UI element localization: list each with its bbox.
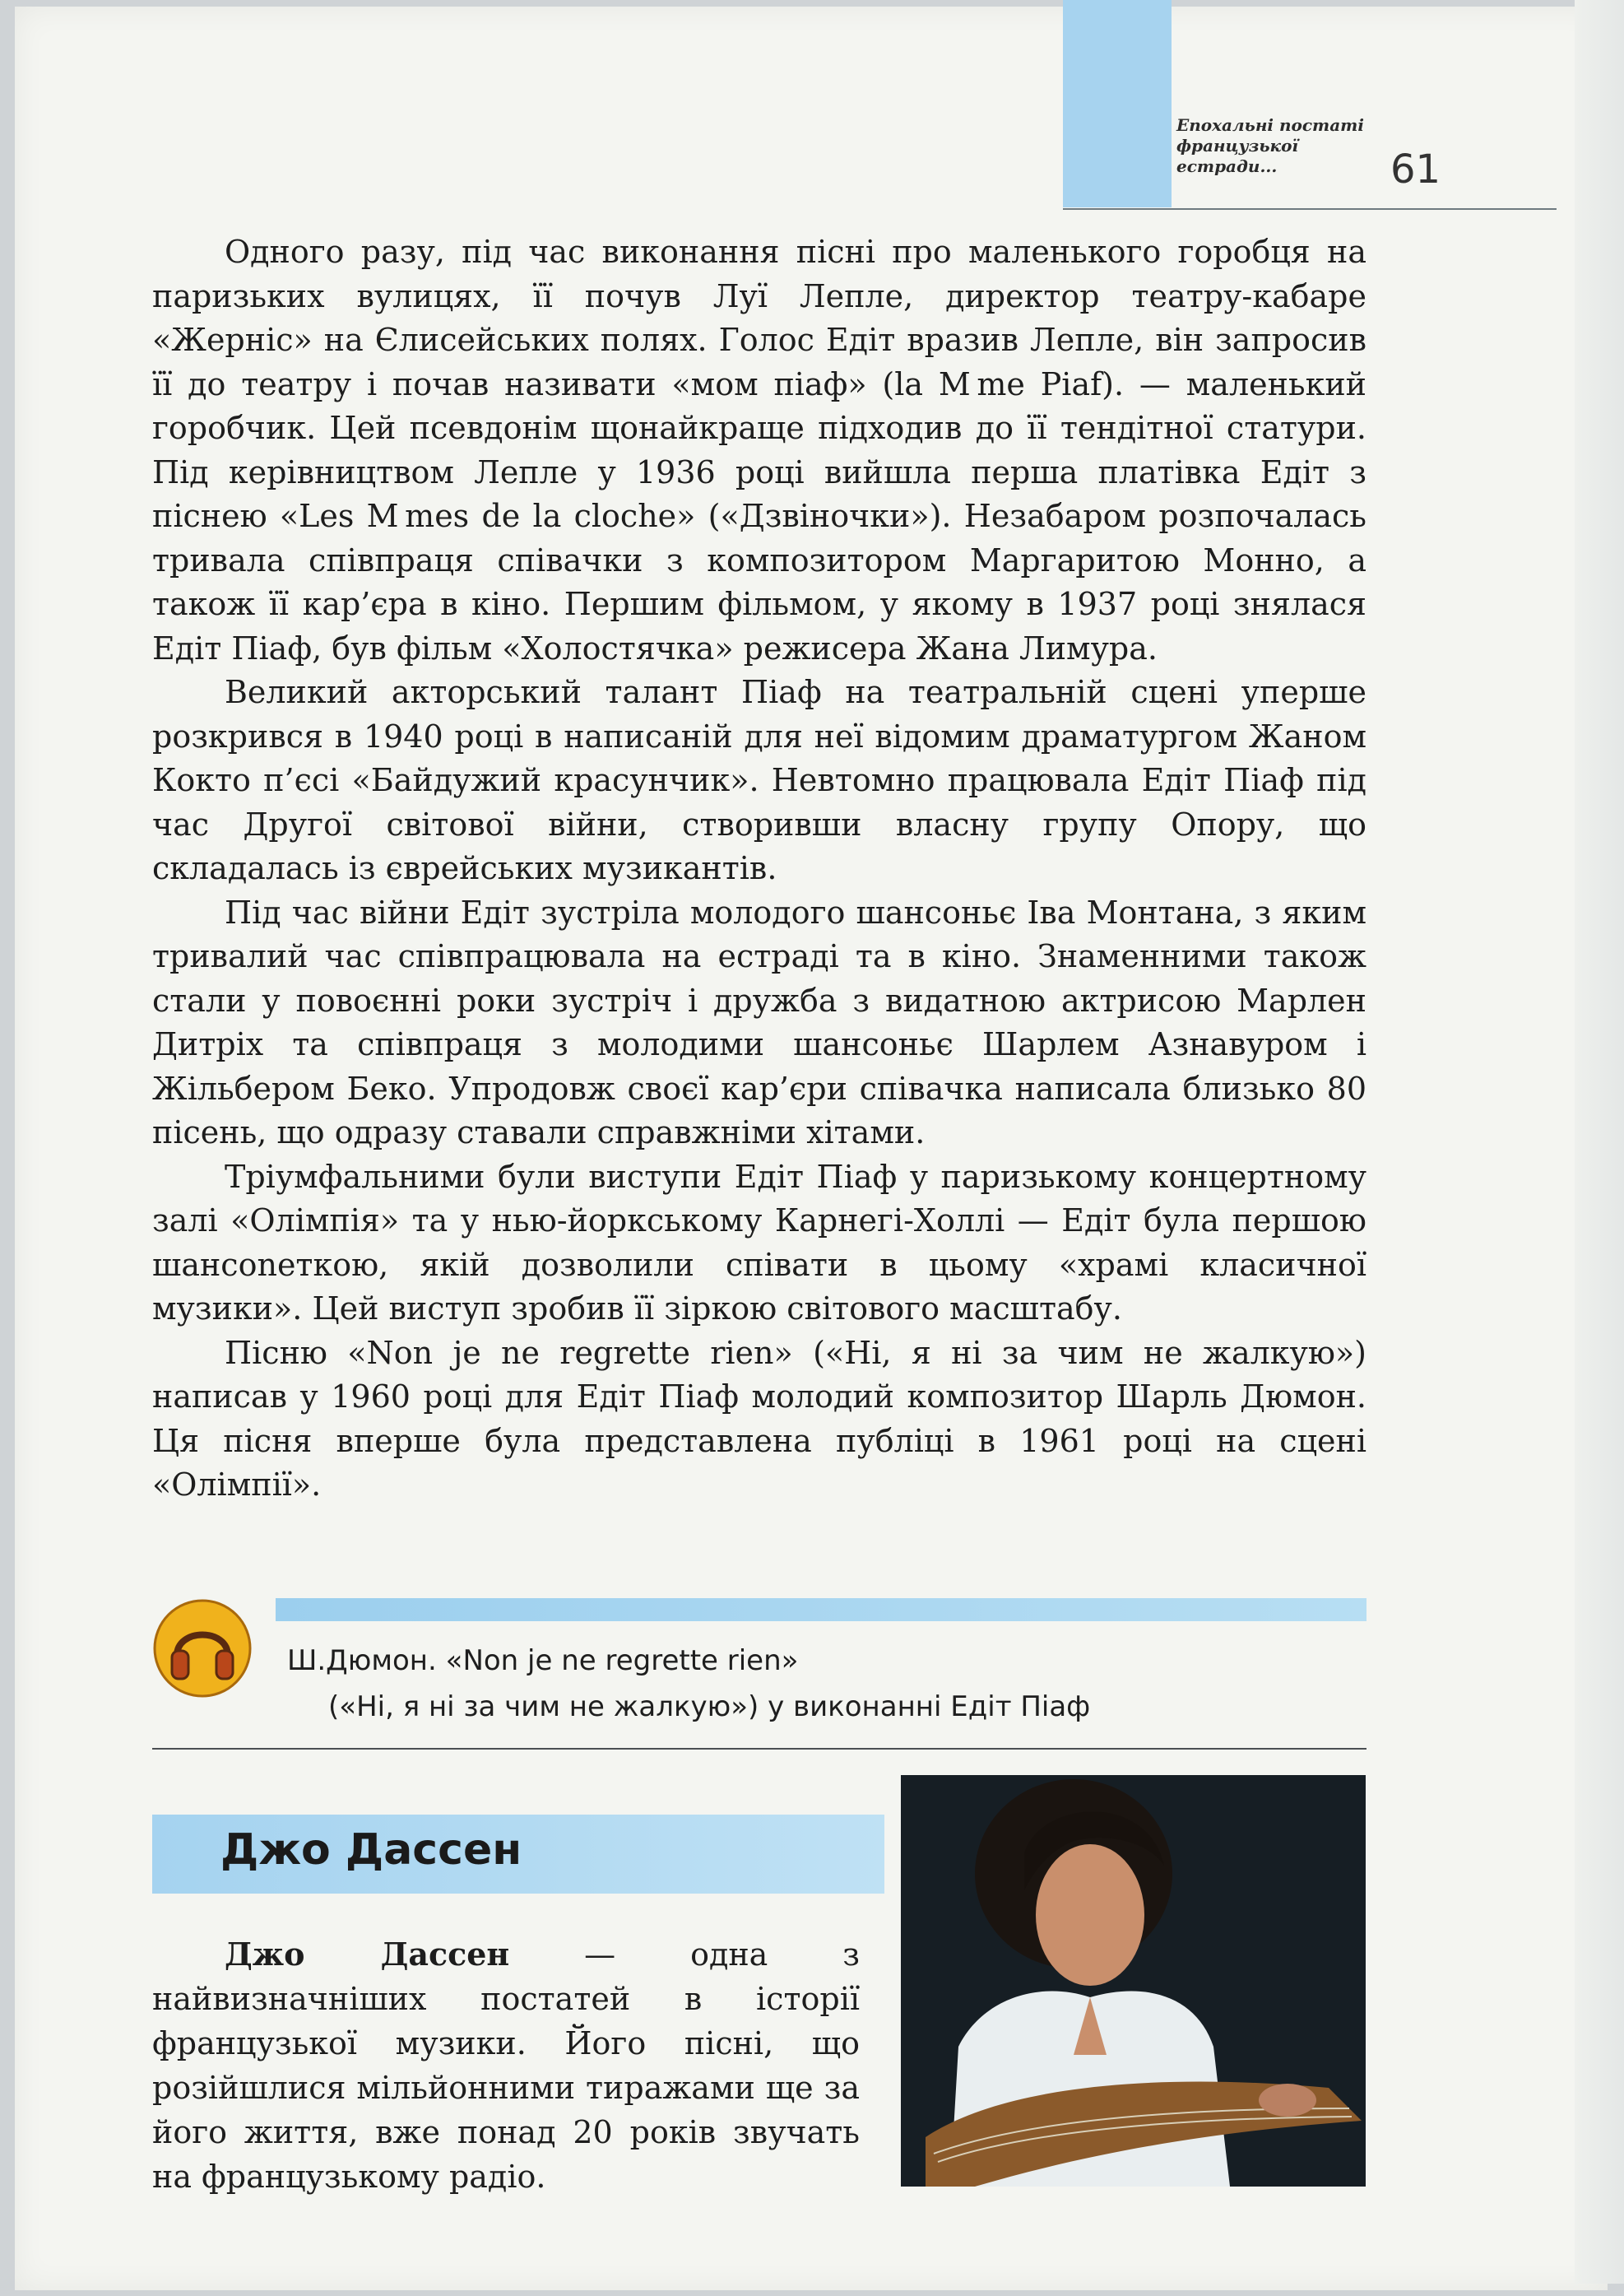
section-divider <box>152 1748 1366 1750</box>
header-rule <box>1063 208 1557 210</box>
paragraph: Великий акторський талант Піаф на театральній сцені уперше розкрився в 1940 році в написаній для неї відомим драматургом Жаном Кокто п’єсі «Байдужий красунчик». Невтомно працювала Едіт Піаф під час Другої світової війни, створивши власну групу Опору, що складалась із єврейських музикантів. <box>152 674 1366 886</box>
paragraph: Під час війни Едіт зустріла молодого шансоньє Іва Монтана, з яким тривалий час співпрацювала на естраді та в кіно. Знаменними також стали у повоєнні роки зустріч і дружба з видатною актрисою Марлен Дитріх та співпраця з молодими шансоньє Шарлем Азнавуром і Жільбером Беко. Упродовж своєї кар’єри співачка написала близько 80 пісень, що одразу ставали справжніми хітами. <box>152 894 1366 1150</box>
section-heading: Джо Дассен <box>220 1825 522 1875</box>
audio-header-bar <box>276 1598 1366 1621</box>
intro-name: Джо Дассен <box>225 1936 510 1973</box>
intro-paragraph <box>152 1932 860 2199</box>
running-title-line-3: естради... <box>1176 156 1278 176</box>
page-edge <box>1575 0 1624 2284</box>
page-number: 61 <box>1390 146 1441 193</box>
paragraph: Одного разу, під час виконання пісні про маленького горобця на паризьких вулицях, її почув Луї Лепле, директор театру-кабаре «Жерніс» на Єлисейських полях. Голос Едіт вразив Лепле, він запросив її до театру і почав називати «мом піаф» (la M me Piaf). — маленький горобчик. Цей псевдонім щонайкраще підходив до її тендітної статури. Під керівництвом Лепле у 1936 році вийшла перша платівка Едіт з піснею «Les M mes de la cloche» («Дзвіночки»). Незабаром розпочалась тривала співпраця співачки з композитором Маргаритою Монно, а також її кар’єра в кіно. Першим фільмом, у якому в 1937 році знялася Едіт Піаф, був фільм «Холостячка» режисера Жана Лимура. <box>152 234 1366 667</box>
running-title-line-2: французької <box>1176 136 1299 156</box>
paragraph: Тріумфальними були виступи Едіт Піаф у паризькому концертному залі «Олімпія» та у нью-йоркському Карнегі-Холлі — Едіт була першою шансоneткою, якій дозволили співати в цьому «храмі класичної музики». Цей виступ зробив її зіркою світового масштабу. <box>152 1158 1366 1327</box>
audio-title: Ш.Дюмон. «Non je ne regrette rien» <box>287 1644 799 1677</box>
audio-listening-block <box>152 1598 1366 1763</box>
headphones-icon <box>152 1598 253 1699</box>
running-title-line-1: Епохальні постаті <box>1176 115 1364 135</box>
audio-subtitle: («Ні, я ні за чим не жалкую») у виконанні Едіт Піаф <box>328 1690 1091 1723</box>
intro-text: — одна з найвизначніших постатей в історії французької музики. Його пісні, що розійшлися мільйонними тиражами ще за його життя, вже понад 20 років звучать на французькому радіо. <box>152 1936 860 2195</box>
header-color-band <box>1063 0 1172 207</box>
main-text <box>152 230 1366 1508</box>
joe-dassin-photo <box>901 1775 1366 2187</box>
section-intro <box>152 1932 860 2199</box>
paragraph: Пісню «Non je ne regrette rien» («Ні, я ні за чим не жалкую») написав у 1960 році для Едіт Піаф молодий композитор Шарль Дюмон. Ця пісня вперше була представлена публіці в 1961 році на сцені «Олімпії». <box>152 1334 1366 1503</box>
